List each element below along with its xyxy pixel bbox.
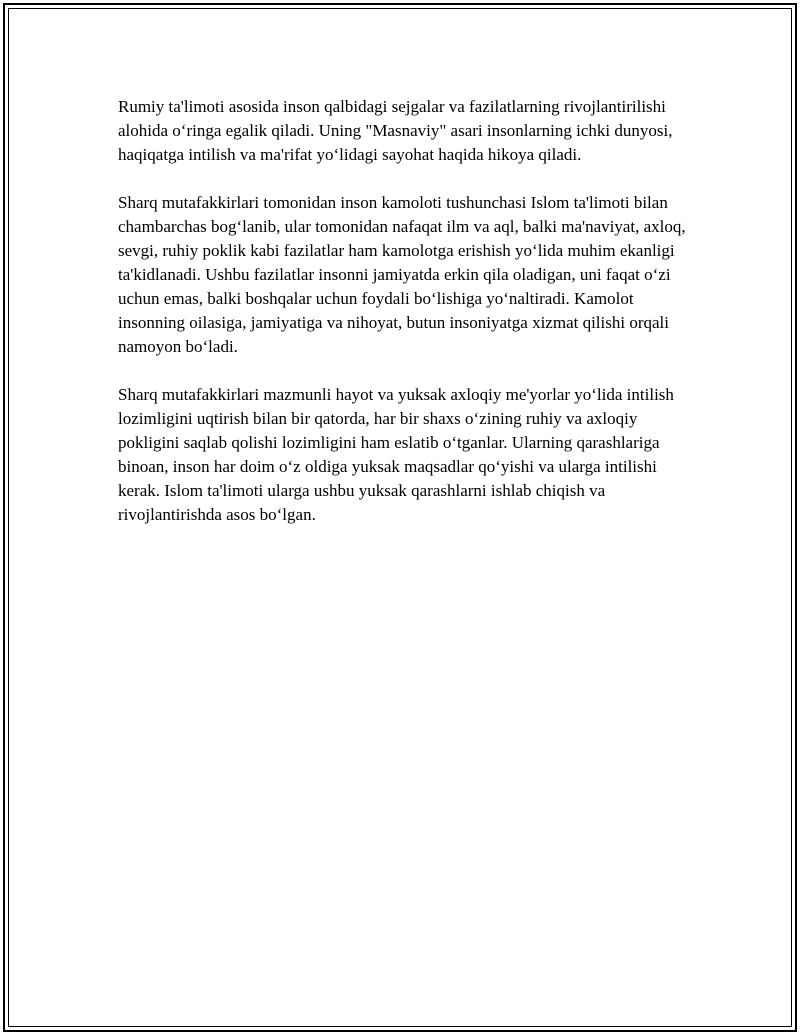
paragraph-2: Sharq mutafakkirlari tomonidan inson kamoloti tushunchasi Islom ta'limoti bilan chambarchas bog‘lanib, ular tomonidan nafaqat ilm va aql, balki ma'naviyat, axloq, sevgi, ruhiy poklik kabi fazilatlar ham kamolotga erishish yo‘lida muhim ekanligi ta'kidlanadi. Ushbu fazilatlar insonni jamiyatda erkin qila oladigan, uni faqat o‘zi uchun emas, balki boshqalar uchun foydali bo‘lishiga yo‘naltiradi. Kamolot insonning oilasiga, jamiyatiga va nihoyat, butun insoniyatga xizmat qilishi orqali namoyon bo‘ladi. — [118, 193, 686, 356]
document-body — [118, 95, 698, 551]
paragraph-1: Rumiy ta'limoti asosida inson qalbidagi sejgalar va fazilatlarning rivojlantirilishi alohida o‘ringa egalik qiladi. Uning "Masnaviy" asari insonlarning ichki dunyosi, haqiqatga intilish va ma'rifat yo‘lidagi sayohat haqida hikoya qiladi. — [118, 97, 673, 164]
paragraph-3: Sharq mutafakkirlari mazmunli hayot va yuksak axloqiy me'yorlar yo‘lida intilish lozimligini uqtirish bilan bir qatorda, har bir shaxs o‘zining ruhiy va axloqiy pokligini saqlab qolishi lozimligini ham eslatib o‘tganlar. Ularning qarashlariga binoan, inson har doim o‘z oldiga yuksak maqsadlar qo‘yishi va ularga intilishi kerak. Islom ta'limoti ularga ushbu yuksak qarashlarni ishlab chiqish va rivojlantirishda asos bo‘lgan. — [118, 385, 674, 524]
